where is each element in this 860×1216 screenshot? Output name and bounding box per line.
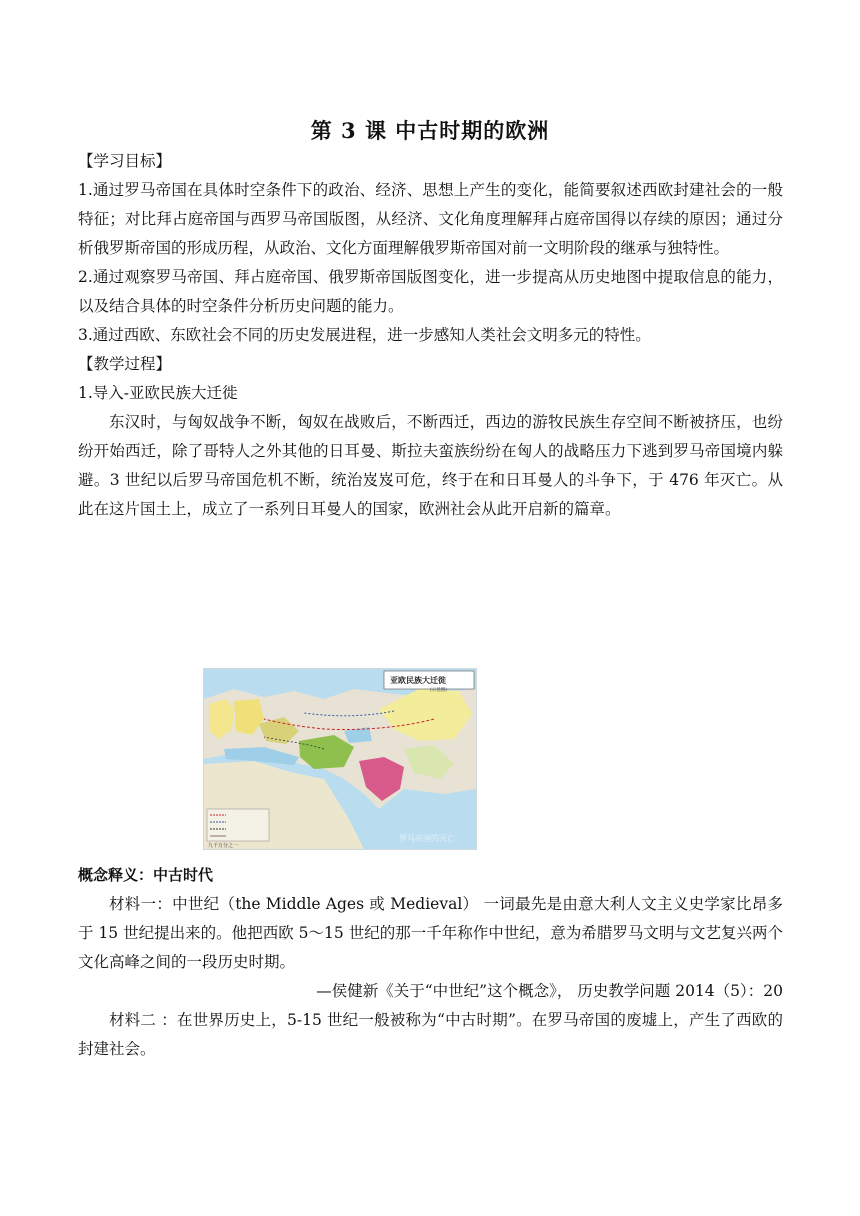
map-scale: 九千万分之一	[208, 843, 239, 849]
material-one-source: —侯健新《关于“中世纪”这个概念》， 历史教学问题 2014（5）：20	[316, 982, 783, 1000]
objectives-section	[78, 147, 783, 524]
migration-map-image	[203, 668, 477, 850]
objective-item: 2.通过观察罗马帝国、拜占庭帝国、俄罗斯帝国版图变化，进一步提高从历史地图中提取信息的能力，以及结合具体的时空条件分析历史问题的能力。	[78, 268, 783, 315]
concept-section	[78, 861, 783, 1064]
objective-item: 1.通过罗马帝国在具体时空条件下的政治、经济、思想上产生的变化，能简要叙述西欧封建社会的一般特征；对比拜占庭帝国与西罗马帝国版图，从经济、文化角度理解拜占庭帝国得以存续的原因；通过分析俄罗斯帝国的形成历程，从政治、文化方面理解俄罗斯帝国对前一文明阶段的继承与独特性。	[78, 181, 783, 257]
concept-heading: 概念释义：中古时代	[78, 866, 214, 884]
map-title: 亚欧民族大迁徙	[390, 676, 446, 685]
intro-paragraph: 东汉时，与匈奴战争不断，匈奴在战败后，不断西迁，西边的游牧民族生存空间不断被挤压，也纷纷开始西迁，除了哥特人之外其他的日耳曼、斯拉夫蛮族纷纷在匈人的战略压力下逃到罗马帝国境内躲避。3 世纪以后罗马帝国危机不断，统治岌岌可危，终于在和日耳曼人的斗争下，于 476 年灭亡。从此在这片国土上，成立了一系列日耳曼人的国家，欧洲社会从此开启新的篇章。	[78, 413, 783, 518]
map-subtitle: (示意图)	[430, 688, 448, 693]
section-heading-objectives: 【学习目标】	[78, 152, 172, 170]
map-watermark: 罗马帝国的灭亡	[399, 834, 455, 843]
objective-item: 3.通过西欧、东欧社会不同的历史发展进程，进一步感知人类社会文明多元的特性。	[78, 326, 651, 344]
section-heading-process: 【教学过程】	[78, 355, 172, 373]
page-title: 第 3 课 中古时期的欧洲	[310, 118, 550, 143]
material-one: 材料一：中世纪（the Middle Ages 或 Medieval） 一词最先是由意大利人文主义史学家比昂多于 15 世纪提出来的。他把西欧 5～15 世纪的那一千年称作中世纪，意为希腊罗马文明与文艺复兴两个文化高峰之间的一段历史时期。	[78, 895, 783, 971]
material-two: 材料二 ：在世界历史上，5-15 世纪一般被称为“中古时期”。在罗马帝国的废墟上，产生了西欧的封建社会。	[78, 1011, 783, 1058]
intro-heading: 1.导入-亚欧民族大迁徙	[78, 384, 238, 402]
